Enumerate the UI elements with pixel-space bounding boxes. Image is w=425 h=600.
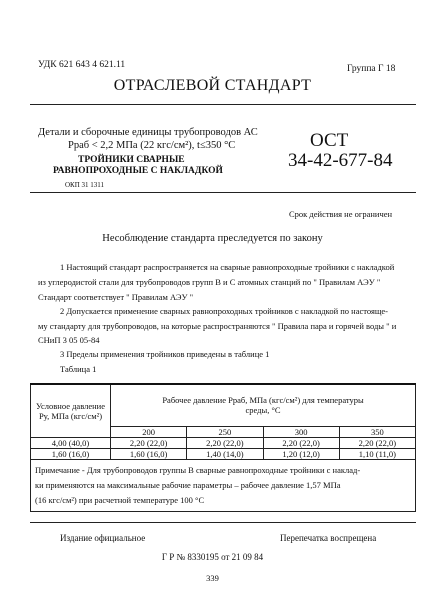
standard-scope: Детали и сборочные единицы трубопроводов АС (38, 127, 258, 138)
divider-top (30, 104, 416, 105)
table-note-line2: ки применяются на максимальные рабочие параметры – рабочее давление 1,57 МПа (35, 479, 341, 490)
validity-term: Срок действия не ограничен (289, 209, 393, 219)
table-caption: Таблица 1 (60, 364, 97, 374)
paragraph-1-line3: Стандарт соответствует " Правилам АЭУ " (38, 292, 194, 302)
ost-label: ОСТ (310, 130, 349, 151)
table-cell: 2,20 (22,0) (111, 437, 187, 448)
table-header-conditional-pressure: Условное давление Ру, МПа (кгс/см²) (31, 384, 111, 437)
table-note-line3: (16 кгс/см²) при расчетной температуре 100 °С (35, 494, 205, 505)
limits-table (30, 383, 416, 512)
okp-code: ОКП 31 1311 (65, 181, 105, 189)
group-code: Группа Г 18 (347, 64, 396, 74)
table-row (31, 448, 416, 459)
paragraph-2-line2: му стандарту для трубопроводов, на которые распространяются " Правила пара и горячей воды " и (38, 321, 397, 331)
paragraph-1-line1: 1 Настоящий стандарт распространяется на сварные равнопроходные тройники с накладкой (60, 262, 395, 272)
ost-number: 34-42-677-84 (288, 150, 393, 171)
table-header-working-pressure: Рабочее давление Рраб, МПа (кгс/см²) для температуры среды, °С (111, 384, 416, 426)
table-cell: 1,60 (16,0) (31, 448, 111, 459)
product-name-line2: РАВНОПРОХОДНЫЕ С НАКЛАДКОЙ (53, 166, 223, 176)
table-row (31, 437, 416, 448)
standard-limits: Рраб < 2,2 МПа (22 кгс/см²), t≤350 °С (68, 140, 236, 151)
registration-number: Г Р № 8330195 от 21 09 84 (161, 552, 264, 562)
reprint-prohibited: Перепечатка воспрещена (280, 533, 377, 543)
official-edition: Издание официальное (60, 533, 146, 543)
table-cell: 4,00 (40,0) (31, 437, 111, 448)
table-cell: 2,20 (22,0) (339, 437, 415, 448)
table-note-line1: Примечание - Для трубопроводов группы В сварные равнопроходные тройники с наклад- (35, 464, 361, 475)
table-cell: 1,60 (16,0) (111, 448, 187, 459)
paragraph-3: 3 Пределы применения тройников приведены в таблице 1 (60, 349, 270, 359)
paragraph-2-line3: СНиП 3 05 05-84 (38, 335, 100, 345)
table-header-temp: 300 (263, 426, 339, 437)
udc-code: УДК 621 643 4 621.11 (38, 60, 126, 70)
product-name-line1: ТРОЙНИКИ СВАРНЫЕ (78, 155, 185, 165)
table-cell: 2,20 (22,0) (187, 437, 263, 448)
paragraph-1-line2: из углеродистой стали для трубопроводов групп В и С атомных станций по " Правилам АЭУ " (38, 277, 381, 287)
table-cell: 1,40 (14,0) (187, 448, 263, 459)
table-header-temp: 250 (187, 426, 263, 437)
document-title: ОТРАСЛЕВОЙ СТАНДАРТ (113, 77, 312, 94)
paragraph-2-line1: 2 Допускается применение сварных равнопроходных тройников с накладкой по настояще- (60, 306, 389, 316)
table-cell: 1,10 (11,0) (339, 448, 415, 459)
page-number: 339 (206, 573, 219, 583)
table-cell: 2,20 (22,0) (263, 437, 339, 448)
table-cell: 1,20 (12,0) (263, 448, 339, 459)
divider-bottom (30, 522, 416, 523)
table-header-temp: 200 (111, 426, 187, 437)
table-header-temp: 350 (339, 426, 415, 437)
legal-notice: Несоблюдение стандарта преследуется по закону (102, 233, 323, 244)
divider-middle (30, 192, 416, 193)
table-note (31, 459, 416, 511)
